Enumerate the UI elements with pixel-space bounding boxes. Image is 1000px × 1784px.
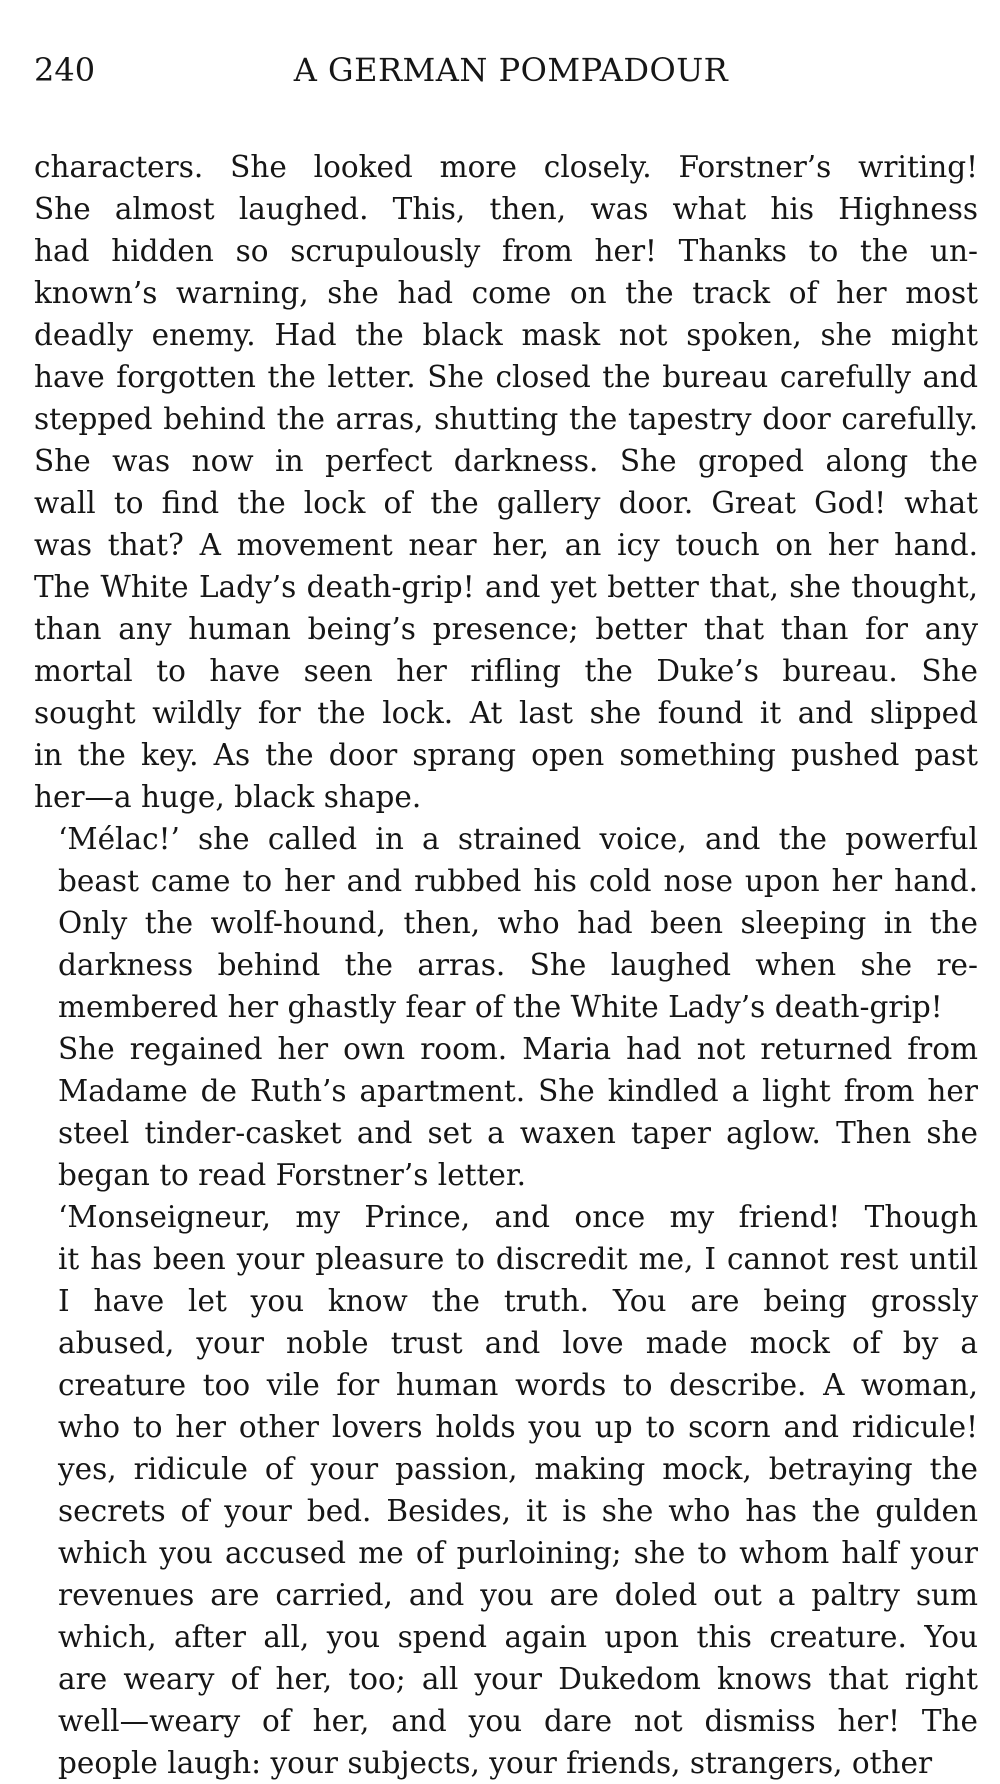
- text-line: Madame de Ruth’s apartment. She kindled a light from her: [58, 1074, 978, 1108]
- text-line: secrets of your bed. Besides, it is she who has the gulden: [58, 1494, 978, 1528]
- text-line: She almost laughed. This, then, was what his Highness: [34, 192, 978, 226]
- text-line: are weary of her, too; all your Dukedom knows that right: [58, 1662, 978, 1696]
- text-line: characters. She looked more closely. Forstner’s writing!: [34, 150, 978, 184]
- running-head: [34, 44, 978, 96]
- text-line: steel tinder-casket and set a waxen taper aglow. Then she: [58, 1116, 978, 1150]
- text-line: stepped behind the arras, shutting the tapestry door carefully.: [34, 402, 978, 436]
- text-line: She regained her own room. Maria had not returned from: [58, 1032, 978, 1066]
- text-line: have forgotten the letter. She closed the bureau carefully and: [34, 360, 978, 394]
- text-line: Only the wolf-hound, then, who had been sleeping in the: [58, 906, 978, 940]
- text-line: ‘Monseigneur, my Prince, and once my friend! Though: [58, 1200, 978, 1234]
- text-line: people laugh: your subjects, your friends, strangers, other: [58, 1746, 933, 1780]
- text-line: creature too vile for human words to describe. A woman,: [58, 1368, 978, 1402]
- text-line: darkness behind the arras. She laughed when she re-: [58, 948, 978, 982]
- text-line: The White Lady’s death-grip! and yet better that, she thought,: [34, 570, 978, 604]
- running-title: A GERMAN POMPADOUR: [293, 51, 729, 89]
- paragraph: [34, 818, 978, 1028]
- text-line: who to her other lovers holds you up to scorn and ridicule!: [58, 1410, 978, 1444]
- text-line: mortal to have seen her rifling the Duke’s bureau. She: [34, 654, 978, 688]
- text-line: deadly enemy. Had the black mask not spoken, she might: [34, 318, 978, 352]
- text-line: beast came to her and rubbed his cold nose upon her hand.: [58, 864, 978, 898]
- text-line: membered her ghastly fear of the White Lady’s death-grip!: [58, 990, 943, 1024]
- text-line: it has been your pleasure to discredit me, I cannot rest until: [58, 1242, 978, 1276]
- text-line: than any human being’s presence; better that than for any: [34, 612, 978, 646]
- text-line: sought wildly for the lock. At last she found it and slipped: [34, 696, 978, 730]
- text-line: which, after all, you spend again upon this creature. You: [58, 1620, 978, 1654]
- text-line: her—a huge, black shape.: [34, 780, 422, 814]
- text-line: revenues are carried, and you are doled out a paltry sum: [58, 1578, 978, 1612]
- text-line: abused, your noble trust and love made mock of by a: [58, 1326, 978, 1360]
- page-number: 240: [34, 51, 96, 89]
- text-line: yes, ridicule of your passion, making mock, betraying the: [58, 1452, 978, 1486]
- text-line: I have let you know the truth. You are being grossly: [58, 1284, 978, 1318]
- text-line: well—weary of her, and you dare not dismiss her! The: [58, 1704, 978, 1738]
- text-line: ‘Mélac!’ she called in a strained voice, and the powerful: [58, 822, 978, 856]
- paragraph: [34, 1196, 978, 1784]
- text-line: wall to find the lock of the gallery door. Great God! what: [34, 486, 978, 520]
- paragraph: [34, 1028, 978, 1196]
- text-line: in the key. As the door sprang open something pushed past: [34, 738, 978, 772]
- text-body: [34, 146, 978, 1784]
- book-page: [34, 44, 978, 1784]
- text-line: which you accused me of purloining; she to whom half your: [58, 1536, 978, 1570]
- text-line: She was now in perfect darkness. She groped along the: [34, 444, 978, 478]
- text-line: began to read Forstner’s letter.: [58, 1158, 527, 1192]
- text-line: was that? A movement near her, an icy touch on her hand.: [34, 528, 978, 562]
- text-line: known’s warning, she had come on the track of her most: [34, 276, 978, 310]
- paragraph: [34, 146, 978, 818]
- text-line: had hidden so scrupulously from her! Thanks to the un-: [34, 234, 978, 268]
